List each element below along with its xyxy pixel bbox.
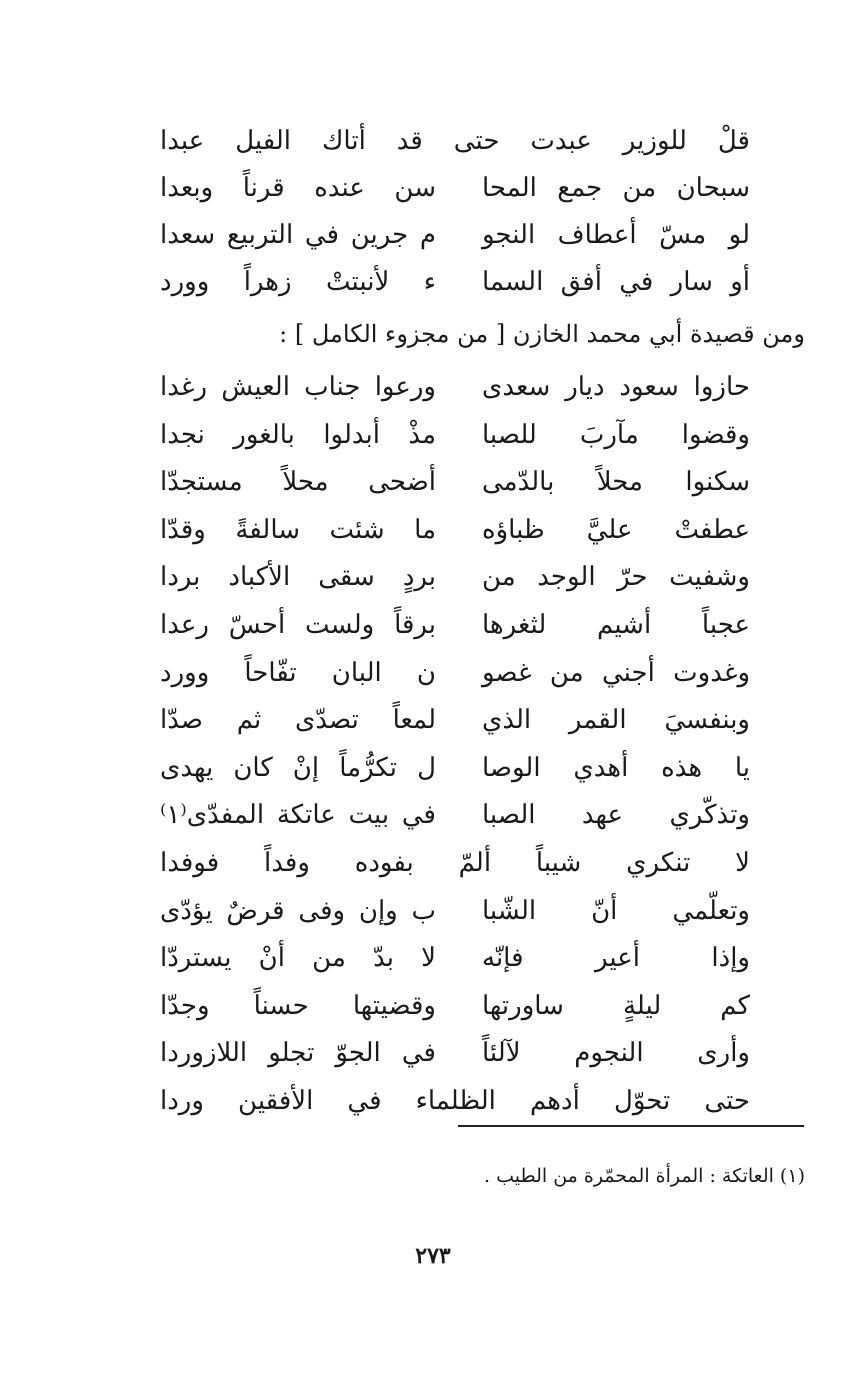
verse-line (160, 507, 750, 555)
verse-first-hemistich: يا هذه أهدي الوصا (482, 752, 750, 783)
verse-line (160, 259, 750, 306)
verse-line (160, 1078, 750, 1126)
verse-second-hemistich: ما شئت سالفةً وقدّا (160, 514, 436, 545)
verse-line (160, 554, 750, 602)
verse-line (160, 745, 750, 793)
verse-first-hemistich: وبنفسيَ القمر الذي (482, 705, 750, 736)
verse-second-hemistich: ل تكرُّماً إنْ كان يهدى (160, 752, 436, 783)
verse-second-hemistich: ء لأنبتتْ زهراً وورد (160, 267, 436, 297)
verse-first-hemistich: عطفتْ عليَّ ظباؤه (482, 514, 750, 545)
verse-second-hemistich: ب وإن وفى قرضٌ يؤدّى (160, 895, 436, 926)
verse-first-hemistich: وتعلّمي أنّ الشّبا (482, 895, 750, 926)
verse-line (160, 840, 750, 888)
verse-line (160, 792, 750, 840)
verse-second-hemistich: لا بدّ من أنْ يستردّا (160, 943, 436, 974)
verse-second-hemistich: وقضيتها حسناً وجدّا (160, 990, 436, 1021)
verse-second-hemistich: بردٍ سقى الأكباد بردا (160, 562, 436, 593)
verse-first-hemistich: وشفيت حرّ الوجد من (482, 562, 750, 593)
verse-line (160, 650, 750, 698)
verse-line (160, 412, 750, 460)
verse-second-hemistich: سن عنده قرناً وبعدا (160, 173, 436, 203)
verse-line (160, 1030, 750, 1078)
verse-first-hemistich: سكنوا محلاً بالدّمى (482, 467, 750, 498)
verse-line (160, 888, 750, 936)
poem-one (160, 118, 750, 306)
verse-second-hemistich: أضحى محلاً مستجدّا (160, 467, 436, 498)
footnote: (١) العاتكة : المرأة المحمّرة من الطيب . (484, 1165, 805, 1187)
verse-second-hemistich: م جرين في التربيع سعدا (160, 220, 436, 250)
verse-first-hemistich: أو سار في أفق السما (482, 267, 750, 297)
verse-first-hemistich: عجباً أشيم لثغرها (482, 609, 750, 640)
page-number: ٢٧٣ (415, 1243, 451, 1269)
verse-first-hemistich: وغدوت أجني من غصو (482, 657, 750, 688)
verse-first-hemistich: لو مسّ أعطاف النجو (482, 220, 750, 250)
verse-first-hemistich: حازوا سعود ديار سعدى (482, 372, 750, 402)
verse-line (160, 212, 750, 259)
verse-first-hemistich: وإذا أعير فإنّه (482, 943, 750, 974)
verse-second-hemistich: في بيت عاتكة المفدّى⁽١⁾ (160, 800, 436, 831)
verse-second-hemistich: لمعاً تصدّى ثم صدّا (160, 705, 436, 736)
verse-second-hemistich: ورعوا جناب العيش رغدا (160, 372, 436, 402)
verse-first-hemistich: وأرى النجوم لآلئاً (482, 1038, 750, 1069)
verse-line (160, 459, 750, 507)
verse-first-hemistich: وقضوا مآربَ للصبا (482, 419, 750, 450)
verse-first-hemistich: سبحان من جمع المحا (482, 173, 750, 203)
verse-full: حتى تحوّل أدهم الظلماء في الأفقين وردا (160, 1085, 750, 1116)
verse-full: قلْ للوزير عبدت حتى قد أتاك الفيل عبدا (160, 126, 750, 156)
verse-line (160, 935, 750, 983)
verse-line (160, 364, 750, 412)
verse-second-hemistich: ن البان تفّاحاً وورد (160, 657, 436, 688)
verse-line (160, 602, 750, 650)
poem-intro: ومن قصيدة أبي محمد الخازن [ من مجزوء الكامل ] : (279, 320, 805, 348)
verse-second-hemistich: مذْ أبدلوا بالغور نجدا (160, 419, 436, 450)
verse-line (160, 983, 750, 1031)
verse-line (160, 697, 750, 745)
footnote-divider (458, 1125, 804, 1127)
poem-two (160, 364, 750, 1126)
verse-full: لا تنكري شيباً ألمّ بفوده وفداً فوفدا (160, 847, 750, 878)
verse-first-hemistich: وتذكّري عهد الصبا (482, 800, 750, 831)
verse-second-hemistich: برقاً ولست أحسّ رعدا (160, 609, 436, 640)
verse-line (160, 118, 750, 165)
verse-line (160, 165, 750, 212)
verse-second-hemistich: في الجوّ تجلو اللازوردا (160, 1038, 436, 1069)
verse-first-hemistich: كم ليلةٍ ساورتها (482, 990, 750, 1021)
